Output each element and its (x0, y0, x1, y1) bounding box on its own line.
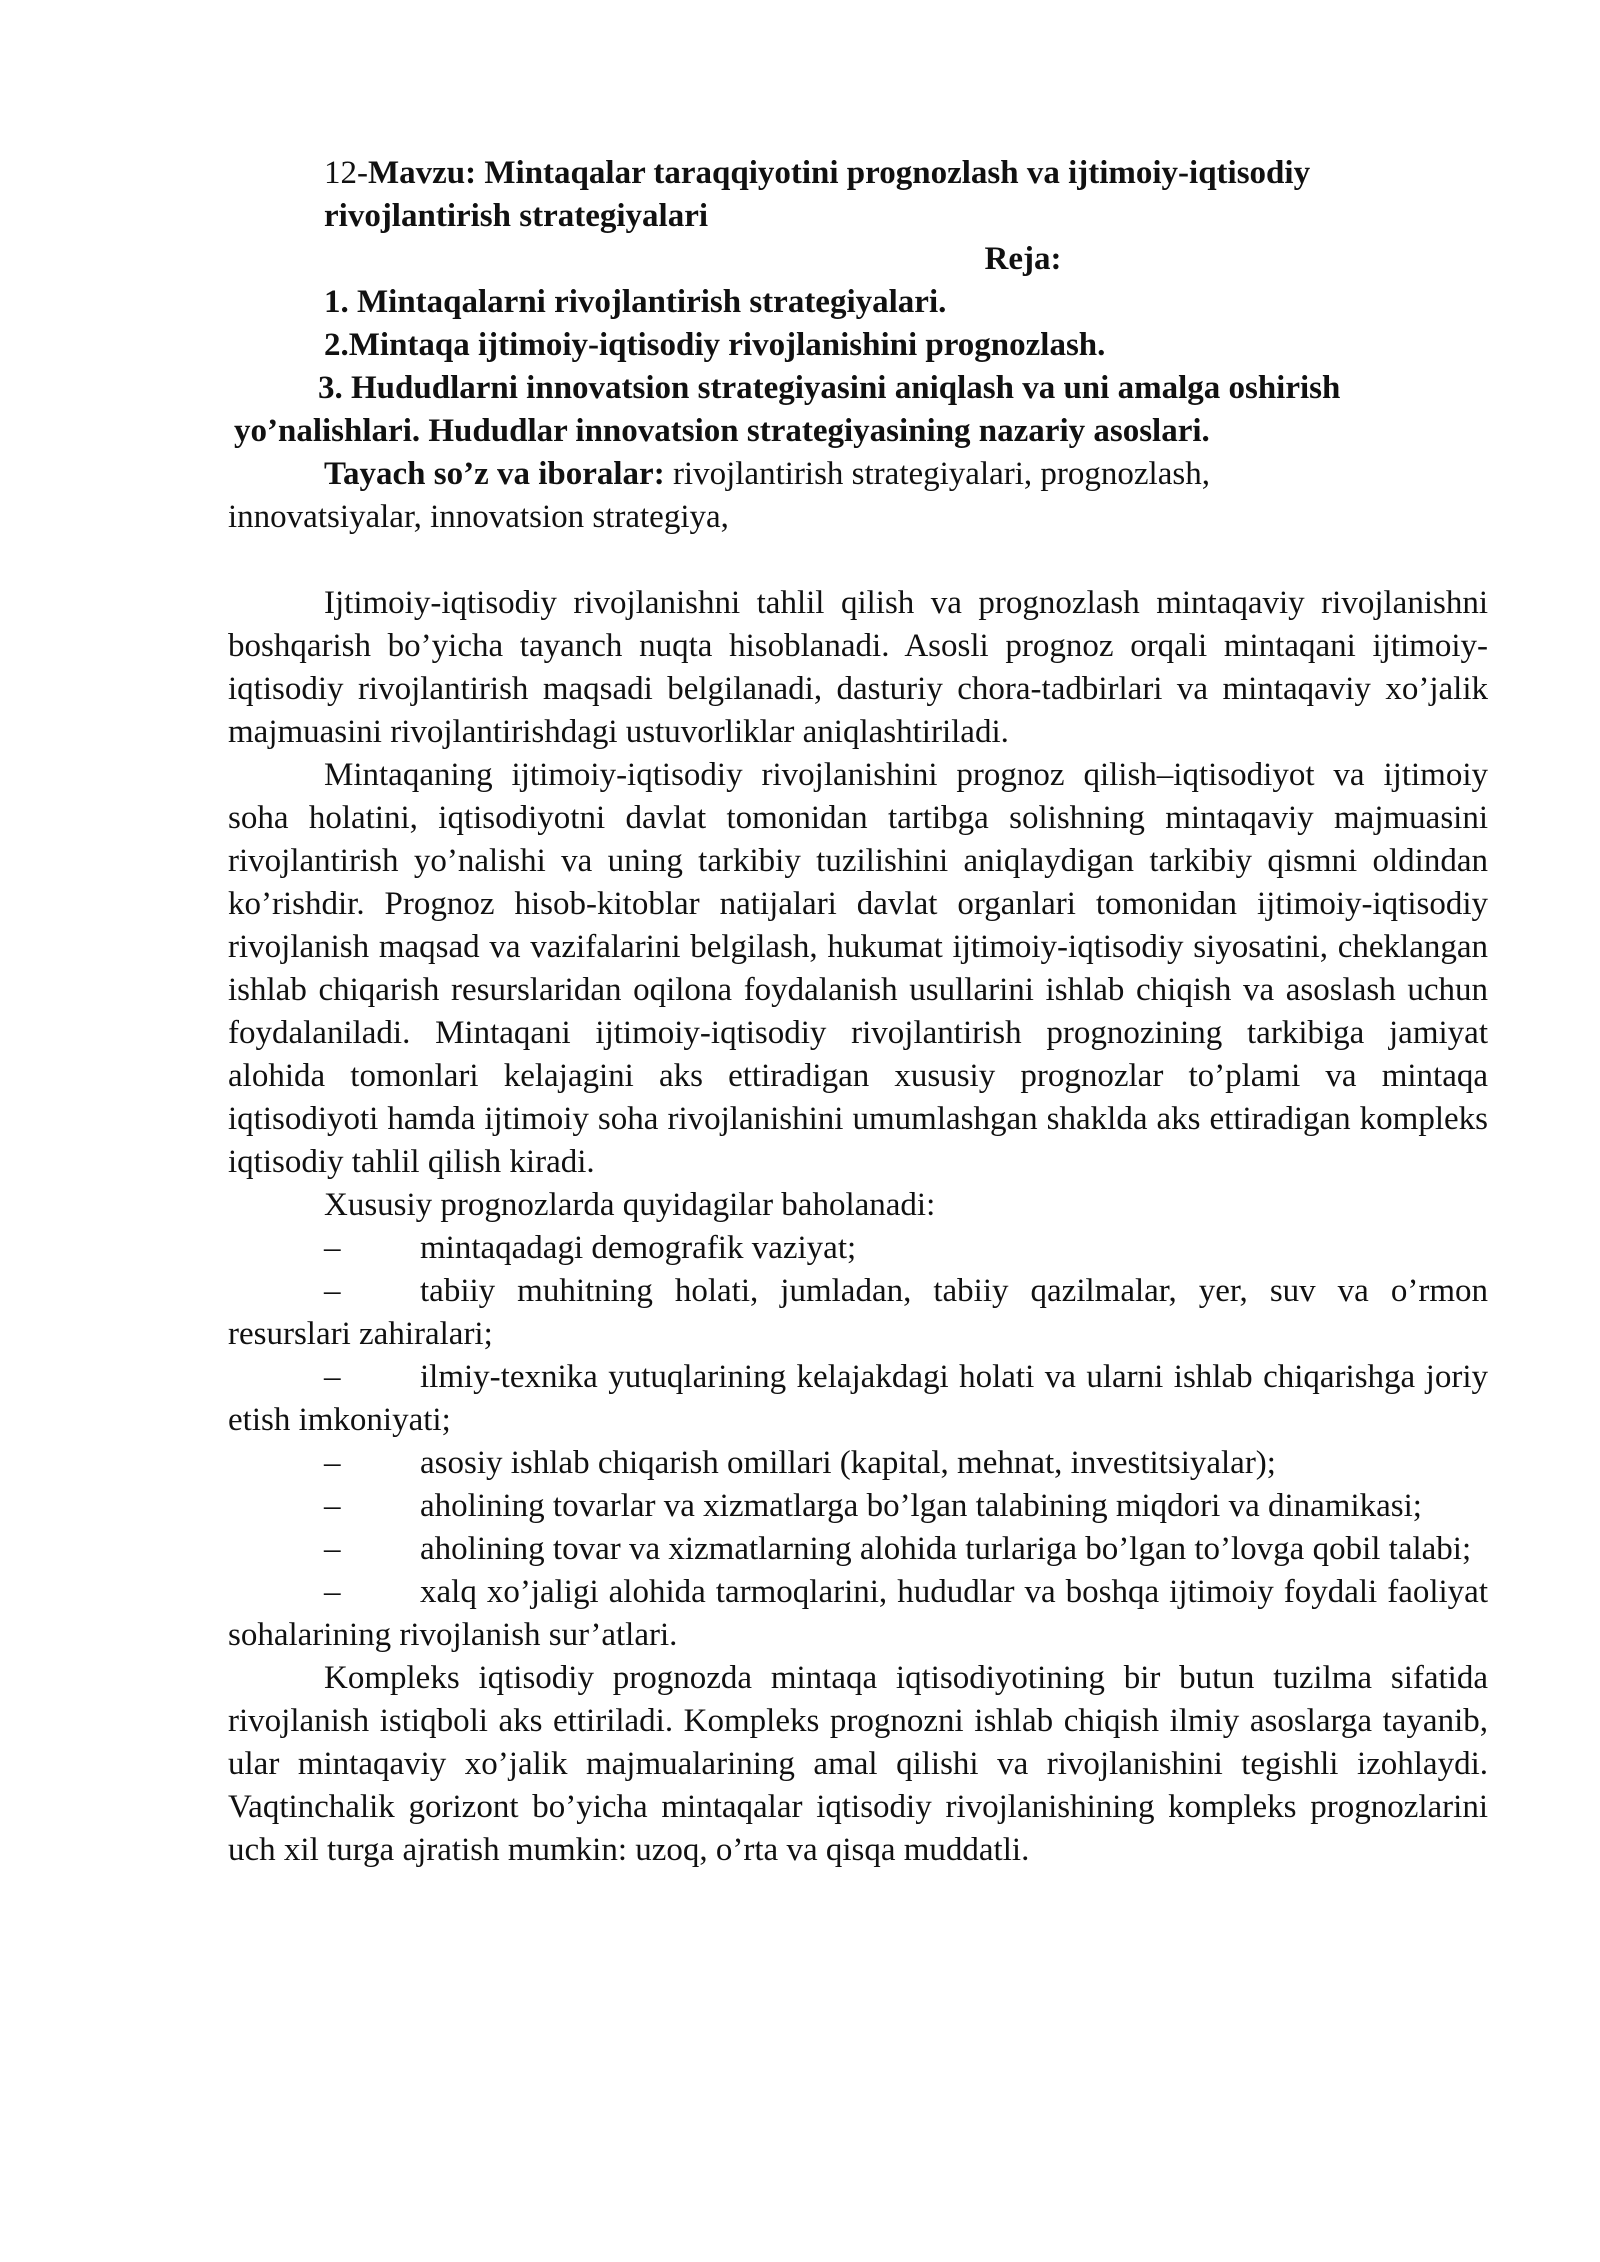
paragraph-3: Kompleks iqtisodiy prognozda mintaqa iqtisodiyotining bir butun tuzilma sifatida rivojlanish istiqboli aks ettiriladi. Kompleks prognozni ishlab chiqish ilmiy asoslarga tayanib, ular mintaqaviy xo’jalik majmualarining amal qilishi va rivojlanishini tegishli izohlaydi. Vaqtinchalik gorizont bo’yicha mintaqalar iqtisodiy rivojlanishining kompleks prognozlarini uch xil turga ajratish mumkin: uzoq, o’rta va qisqa muddatli. (228, 1660, 1488, 1868)
list-item (228, 1227, 1488, 1270)
list-intro: Xususiy prognozlarda quyidagilar baholanadi: (324, 1187, 936, 1223)
list-item (228, 1485, 1488, 1528)
list-item-text: ilmiy-texnika yutuqlarining kelajakdagi holati va ularni ishlab chiqarishga joriy etish imkoniyati; (228, 1359, 1488, 1438)
list-item-text: aholining tovarlar va xizmatlarga bo’lgan talabining miqdori va dinamikasi; (420, 1488, 1422, 1524)
dash-marker: – (324, 1574, 341, 1610)
plan-item-3-continued: yo’nalishlari. Hududlar innovatsion strategiyasining nazariy asoslari. (234, 413, 1210, 449)
plan-heading: Reja: (984, 241, 1062, 277)
keywords-line-2: innovatsiyalar, innovatsion strategiya, (228, 499, 729, 535)
topic-title-line-2: rivojlantirish strategiyalari (324, 198, 709, 234)
plan-item-2: 2.Mintaqa ijtimoiy-iqtisodiy rivojlanishini prognozlash. (324, 327, 1106, 363)
list-item (228, 1442, 1488, 1485)
plan-item-1: 1. Mintaqalarni rivojlantirish strategiyalari. (324, 284, 947, 320)
dash-marker: – (324, 1488, 341, 1524)
dash-marker: – (324, 1359, 341, 1395)
paragraph-2: Mintaqaning ijtimoiy-iqtisodiy rivojlanishini prognoz qilish–iqtisodiyot va ijtimoiy soha holatini, iqtisodiyotni davlat tomonidan tartibga solishning mintaqaviy majmuasini rivojlantirish yo’nalishi va uning tarkibiy tuzilishini aniqlaydigan tarkibiy qismni oldindan ko’rishdir. Prognoz hisob-kitoblar natijalari davlat organlari tomonidan ijtimoiy-iqtisodiy rivojlanish maqsad va vazifalarini belgilash, hukumat ijtimoiy-iqtisodiy siyosatini, cheklangan ishlab chiqarish resurslaridan oqilona foydalanish usullarini ishlab chiqish va asoslash uchun foydalaniladi. Mintaqani ijtimoiy-iqtisodiy rivojlantirish prognozining tarkibiga jamiyat alohida tomonlari kelajagini aks ettiradigan xususiy prognozlar to’plami va mintaqa iqtisodiyoti hamda ijtimoiy soha rivojlanishini umumlashgan shaklda aks ettiradigan kompleks iqtisodiy tahlil qilish kiradi. (228, 757, 1488, 1180)
dash-marker: – (324, 1445, 341, 1481)
list-item-text: mintaqadagi demografik vaziyat; (420, 1230, 857, 1266)
list-item (228, 1356, 1488, 1442)
paragraph-1: Ijtimoiy-iqtisodiy rivojlanishni tahlil qilish va prognozlash mintaqaviy rivojlanishni boshqarish bo’yicha tayanch nuqta hisoblanadi. Asosli prognoz orqali mintaqani ijtimoiy-iqtisodiy rivojlantirish maqsadi belgilanadi, dasturiy chora-tadbirlari va mintaqaviy xo’jalik majmuasini rivojlantirishdagi ustuvorliklar aniqlashtiriladi. (228, 585, 1488, 750)
topic-number: 12- (324, 155, 368, 191)
dash-marker: – (324, 1230, 341, 1266)
blank-line (228, 539, 1488, 582)
document-body (228, 152, 1488, 1872)
list-item-text: xalq xo’jaligi alohida tarmoqlarini, hududlar va boshqa ijtimoiy foydali faoliyat sohalarining rivojlanish sur’atlari. (228, 1574, 1488, 1653)
list-item (228, 1528, 1488, 1571)
dash-marker: – (324, 1273, 341, 1309)
list-item-text: aholining tovar va xizmatlarning alohida turlariga bo’lgan to’lovga qobil talabi; (420, 1531, 1472, 1567)
list-item (228, 1571, 1488, 1657)
topic-title-line-1 (228, 152, 1488, 195)
plan-item-3: 3. Hududlarni innovatsion strategiyasini aniqlash va uni amalga oshirish (318, 370, 1341, 406)
list-item-text: asosiy ishlab chiqarish omillari (kapital, mehnat, investitsiyalar); (420, 1445, 1276, 1481)
dash-marker: – (324, 1531, 341, 1567)
keywords-line-1 (228, 453, 1488, 496)
topic-title: Mavzu: Mintaqalar taraqqiyotini prognozlash va ijtimoiy-iqtisodiy (368, 155, 1311, 191)
keywords-label: Tayach so’z va iboralar: (324, 456, 665, 492)
list-item (228, 1270, 1488, 1356)
keywords-text: rivojlantirish strategiyalari, prognozlash, (664, 456, 1210, 492)
list-item-text: tabiiy muhitning holati, jumladan, tabiiy qazilmalar, yer, suv va o’rmon resurslari zahiralari; (228, 1273, 1488, 1352)
